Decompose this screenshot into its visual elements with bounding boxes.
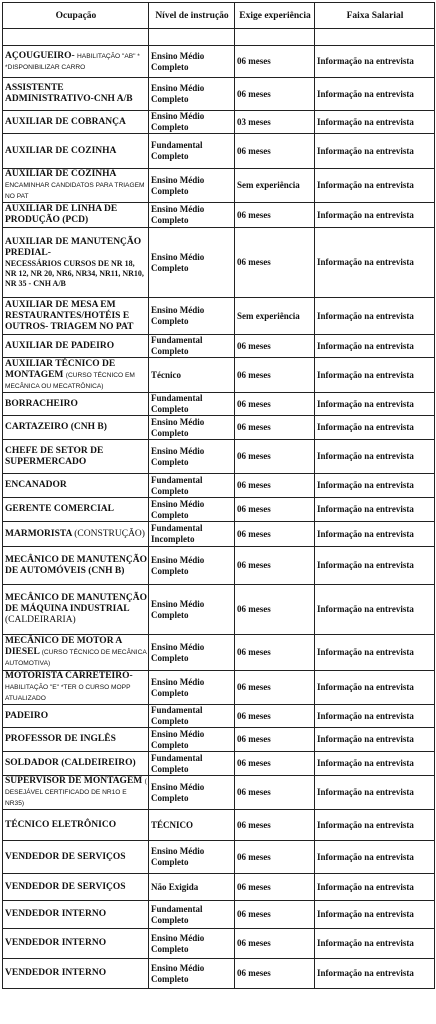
occupation-cell [3,298,149,335]
salary-cell: Informação na entrevista [315,705,435,728]
salary-cell: Informação na entrevista [315,440,435,474]
table-row [3,547,435,585]
occupation-cell [3,440,149,474]
occupation-cell [3,901,149,929]
salary-cell: Informação na entrevista [315,335,435,358]
occupation-note: HABILITAÇÃO "E" *TER O CURSO MOPP ATUALIZADO [5,684,131,702]
empty-cell [235,29,315,46]
table-row [3,752,435,776]
table-row [3,416,435,440]
salary-cell: Informação na entrevista [315,901,435,929]
salary-cell: Informação na entrevista [315,169,435,203]
education-level-cell: Fundamental Completo [149,705,235,728]
salary-cell: Informação na entrevista [315,959,435,989]
occupation-title: AUXILIAR DE COBRANÇA [5,116,126,127]
experience-cell: 06 meses [235,440,315,474]
occupation-title: VENDEDOR DE SERVIÇOS [5,851,126,862]
occupation-title: TÉCNICO ELETRÔNICO [5,819,117,830]
salary-cell: Informação na entrevista [315,929,435,959]
experience-cell: 06 meses [235,810,315,841]
experience-cell: 06 meses [235,635,315,671]
header-nivel: Nível de instrução [149,3,235,29]
salary-cell: Informação na entrevista [315,228,435,298]
experience-cell: 06 meses [235,416,315,440]
experience-cell: 06 meses [235,705,315,728]
salary-cell: Informação na entrevista [315,728,435,752]
education-level-cell: Ensino Médio Completo [149,671,235,705]
education-level-cell: Ensino Médio Completo [149,78,235,111]
occupation-cell [3,585,149,635]
occupation-cell [3,752,149,776]
occupation-cell [3,203,149,228]
experience-cell: 06 meses [235,776,315,810]
occupation-title: ENCANADOR [5,480,67,490]
occupation-note: ( DESEJÁVEL CERTIFICADO DE NR1O E NR35) [5,778,147,807]
table-row [3,169,435,203]
occupation-title: VENDEDOR DE SERVIÇOS [5,881,126,892]
experience-cell: 06 meses [235,522,315,547]
education-level-cell: Fundamental Completo [149,901,235,929]
occupation-title: VENDEDOR INTERNO [5,909,107,919]
occupation-title: SOLDADOR (CALDEIREIRO) [5,758,136,768]
header-faixa: Faixa Salarial [315,3,435,29]
occupation-title: VENDEDOR INTERNO [5,938,107,948]
education-level-cell: Não Exigida [149,874,235,901]
experience-cell: 03 meses [235,111,315,134]
table-row [3,358,435,393]
salary-cell: Informação na entrevista [315,298,435,335]
occupation-title: AUXILIAR DE LINHA DE PRODUÇÃO (PCD) [5,204,118,225]
experience-cell: 06 meses [235,929,315,959]
occupation-cell [3,522,149,547]
experience-cell: 06 meses [235,393,315,416]
education-level-cell: Ensino Médio Completo [149,585,235,635]
empty-cell [3,29,149,46]
education-level-cell: Fundamental Completo [149,474,235,498]
occupation-detail: (CALDEIRARIA) [5,615,76,625]
table-row [3,635,435,671]
occupation-title: CARTAZEIRO (CNH B) [5,422,107,432]
occupation-cell [3,728,149,752]
experience-cell: 06 meses [235,841,315,874]
occupation-cell [3,671,149,705]
table-row [3,810,435,841]
experience-cell: 06 meses [235,134,315,169]
table-row [3,874,435,901]
experience-cell: 06 meses [235,959,315,989]
experience-cell: 06 meses [235,728,315,752]
occupation-note: (CURSO TÉCNICO EM MECÂNICA OU MECATRÔNICA) [5,371,135,390]
header-row [3,3,435,29]
education-level-cell: Ensino Médio Completo [149,440,235,474]
salary-cell: Informação na entrevista [315,498,435,522]
education-level-cell: Fundamental Completo [149,134,235,169]
education-level-cell: Ensino Médio Completo [149,841,235,874]
occupation-cell [3,169,149,203]
occupation-title: MECÂNICO DE MANUTENÇÃO DE AUTOMÓVEIS (CNH B) [5,554,147,576]
salary-cell: Informação na entrevista [315,134,435,169]
occupation-title: AUXILIAR TÉCNICO DE MONTAGEM [5,358,116,380]
occupation-cell [3,547,149,585]
salary-cell: Informação na entrevista [315,874,435,901]
education-level-cell: Ensino Médio Completo [149,728,235,752]
experience-cell: 06 meses [235,474,315,498]
occupation-requirements: NECESSÁRIOS CURSOS DE NR 18, NR 12, NR 20, NR6, NR34, NR11, NR10, NR 35 - CNH A/B [5,258,144,288]
education-level-cell: Ensino Médio Completo [149,46,235,78]
occupation-note: HABILITAÇÃO "AB" * *DISPONIBILIZAR CARRO [5,52,140,71]
table-row [3,728,435,752]
salary-cell: Informação na entrevista [315,635,435,671]
occupation-cell [3,874,149,901]
education-level-cell: TÉCNICO [149,810,235,841]
experience-cell: Sem experiência [235,169,315,203]
education-level-cell: Ensino Médio Completo [149,498,235,522]
header-ocupacao: Ocupação [3,3,149,29]
salary-cell: Informação na entrevista [315,810,435,841]
education-level-cell: Fundamental Completo [149,393,235,416]
occupation-note: ENCAMINHAR CANDIDATOS PARA TRIAGEM NO PAT [5,182,145,200]
occupation-title: AUXILIAR DE MANUTENÇÃO PREDIAL- [5,236,142,258]
table-row [3,393,435,416]
occupation-title: AUXILIAR DE COZINHA [5,145,117,156]
occupation-cell [3,111,149,134]
experience-cell: Sem experiência [235,298,315,335]
occupation-cell [3,705,149,728]
table-row [3,440,435,474]
salary-cell: Informação na entrevista [315,671,435,705]
table-row [3,78,435,111]
experience-cell: 06 meses [235,358,315,393]
occupation-cell [3,810,149,841]
salary-cell: Informação na entrevista [315,585,435,635]
experience-cell: 06 meses [235,335,315,358]
occupation-title: MARMORISTA [5,528,72,539]
salary-cell: Informação na entrevista [315,522,435,547]
salary-cell: Informação na entrevista [315,752,435,776]
education-level-cell: Ensino Médio Completo [149,547,235,585]
education-level-cell: Ensino Médio Completo [149,635,235,671]
salary-cell: Informação na entrevista [315,474,435,498]
table-row [3,298,435,335]
occupation-title: SUPERVISOR DE MONTAGEM [5,776,143,786]
occupation-title: PROFESSOR DE INGLÊS [5,734,116,744]
occupation-title: AUXILIAR DE PADEIRO [5,340,115,351]
header-exige: Exige experiência [235,3,315,29]
education-level-cell: Ensino Médio Completo [149,929,235,959]
occupation-title: PADEIRO [5,710,49,721]
experience-cell: 06 meses [235,203,315,228]
occupation-cell [3,635,149,671]
education-level-cell: Ensino Médio Completo [149,416,235,440]
salary-cell: Informação na entrevista [315,203,435,228]
occupation-title: BORRACHEIRO [5,398,78,409]
table-row [3,959,435,989]
education-level-cell: Fundamental Incompleto [149,522,235,547]
education-level-cell: Ensino Médio Completo [149,169,235,203]
occupation-cell [3,498,149,522]
experience-cell: 06 meses [235,228,315,298]
salary-cell: Informação na entrevista [315,78,435,111]
education-level-cell: Fundamental Completo [149,752,235,776]
occupation-cell [3,416,149,440]
empty-cell [315,29,435,46]
experience-cell: 06 meses [235,547,315,585]
education-level-cell: Técnico [149,358,235,393]
education-level-cell: Ensino Médio Completo [149,228,235,298]
occupation-title: AÇOUGUEIRO- [5,50,75,61]
empty-cell [149,29,235,46]
education-level-cell: Ensino Médio Completo [149,959,235,989]
table-row [3,522,435,547]
table-row [3,671,435,705]
occupation-title: GERENTE COMERCIAL [5,504,114,514]
education-level-cell: Ensino Médio Completo [149,111,235,134]
occupation-cell [3,134,149,169]
occupation-note: (CURSO TÉCNICO DE MECÂNICA AUTOMOTIVA) [5,649,147,667]
table-row [3,585,435,635]
table-row [3,134,435,169]
occupation-cell [3,929,149,959]
table-row [3,901,435,929]
salary-cell: Informação na entrevista [315,547,435,585]
salary-cell: Informação na entrevista [315,776,435,810]
table-row [3,335,435,358]
salary-cell: Informação na entrevista [315,393,435,416]
experience-cell: 06 meses [235,671,315,705]
table-row [3,228,435,298]
occupation-cell [3,776,149,810]
occupation-cell [3,841,149,874]
experience-cell: 06 meses [235,585,315,635]
occupation-cell [3,228,149,298]
salary-cell: Informação na entrevista [315,416,435,440]
empty-row [3,29,435,46]
education-level-cell: Fundamental Completo [149,335,235,358]
occupation-title: ASSISTENTE ADMINISTRATIVO-CNH A/B [5,83,133,104]
occupation-cell [3,46,149,78]
occupation-cell [3,959,149,989]
table-row [3,929,435,959]
salary-cell: Informação na entrevista [315,111,435,134]
education-level-cell: Ensino Médio Completo [149,298,235,335]
occupation-cell [3,335,149,358]
table-row [3,841,435,874]
occupation-detail: (CONSTRUÇÃO) [74,528,145,539]
table-row [3,474,435,498]
occupation-cell [3,358,149,393]
salary-cell: Informação na entrevista [315,358,435,393]
occupation-cell [3,78,149,111]
experience-cell: 06 meses [235,874,315,901]
salary-cell: Informação na entrevista [315,46,435,78]
occupation-title: MECÂNICO DE MOTOR A DIESEL [5,636,122,657]
experience-cell: 06 meses [235,901,315,929]
table-row [3,705,435,728]
education-level-cell: Ensino Médio Completo [149,203,235,228]
occupation-title: MOTORISTA CARRETEIRO- [5,671,133,681]
occupation-title: VENDEDOR INTERNO [5,968,107,978]
experience-cell: 06 meses [235,752,315,776]
experience-cell: 06 meses [235,46,315,78]
job-openings-table [2,2,435,989]
table-row [3,111,435,134]
occupation-title: CHEFE DE SETOR DE SUPERMERCADO [5,445,104,467]
education-level-cell: Ensino Médio Completo [149,776,235,810]
experience-cell: 06 meses [235,498,315,522]
table-row [3,203,435,228]
table-row [3,498,435,522]
occupation-title: AUXILIAR DE COZINHA [5,169,116,179]
occupation-cell [3,393,149,416]
occupation-cell [3,474,149,498]
table-row [3,776,435,810]
experience-cell: 06 meses [235,78,315,111]
occupation-title: MECÂNICO DE MANUTENÇÃO DE MÁQUINA INDUSTRIAL [5,593,147,614]
table-row [3,46,435,78]
table-body [3,46,435,989]
salary-cell: Informação na entrevista [315,841,435,874]
occupation-title: AUXILIAR DE MESA EM RESTAURANTES/HOTÉIS E OUTROS- TRIAGEM NO PAT [5,299,134,332]
